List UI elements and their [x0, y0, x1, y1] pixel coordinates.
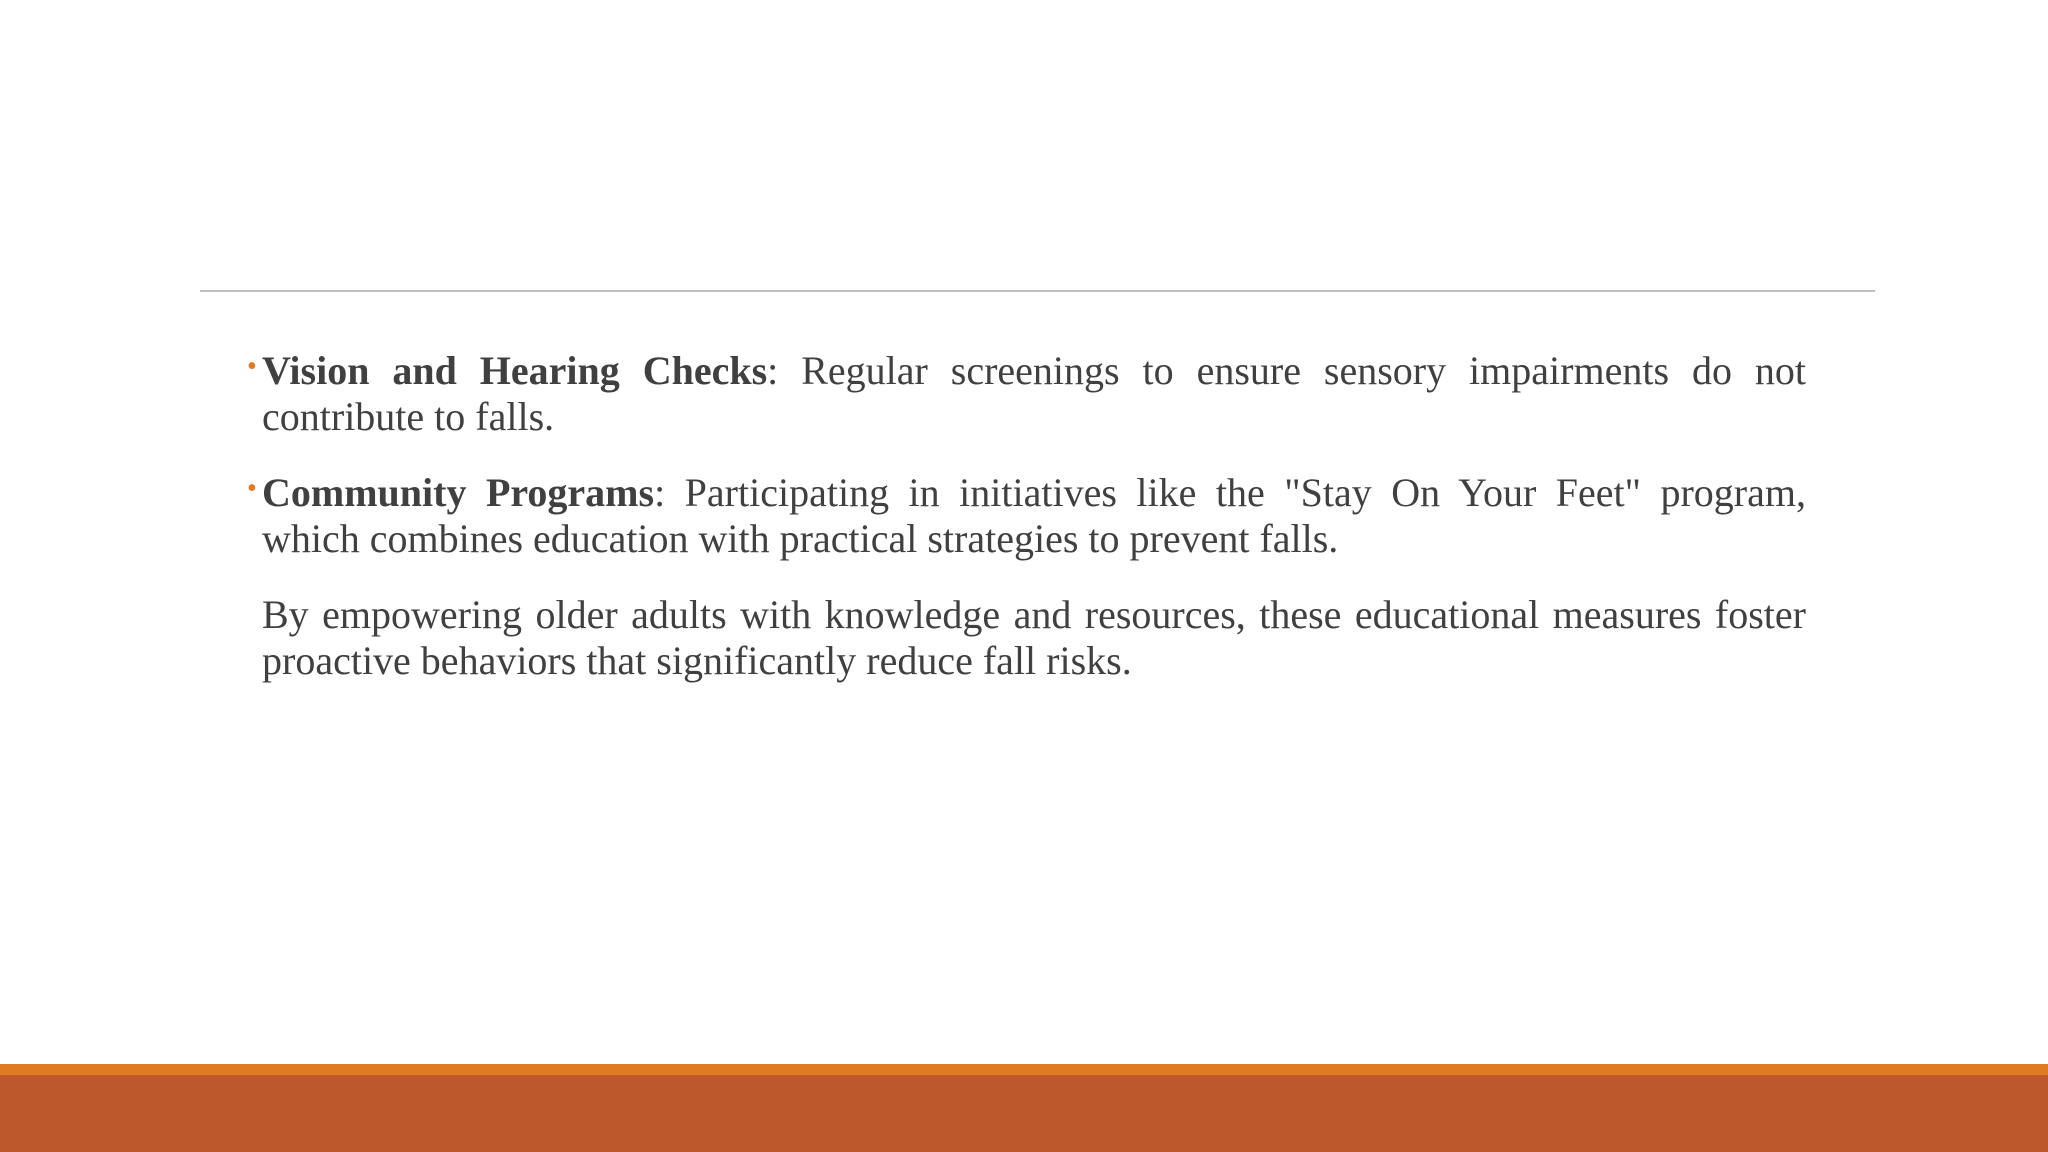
bullet-item-community-programs — [247, 470, 1806, 562]
title-divider-line — [200, 290, 1875, 292]
bullet-text: : Regular screenings to ensure sensory impairments do not contribute to falls. — [262, 348, 1806, 439]
bullet-dot-icon: • — [247, 351, 257, 382]
footer-bar — [0, 1075, 2048, 1152]
bullet-term: Community Programs — [262, 470, 655, 515]
bullet-dot-icon: • — [247, 473, 257, 504]
bullet-term: Vision and Hearing Checks — [262, 348, 768, 393]
footer-accent-stripe — [0, 1064, 2048, 1075]
closing-paragraph: By empowering older adults with knowledge and resources, these educational measures foster proactive behaviors that significantly reduce fall risks. — [262, 592, 1806, 683]
bullet-text: : Participating in initiatives like the "Stay On Your Feet" program, which combines education with practical strategies to prevent falls. — [262, 470, 1806, 561]
bullet-item-vision-hearing — [247, 348, 1806, 440]
slide-body — [247, 348, 1806, 684]
